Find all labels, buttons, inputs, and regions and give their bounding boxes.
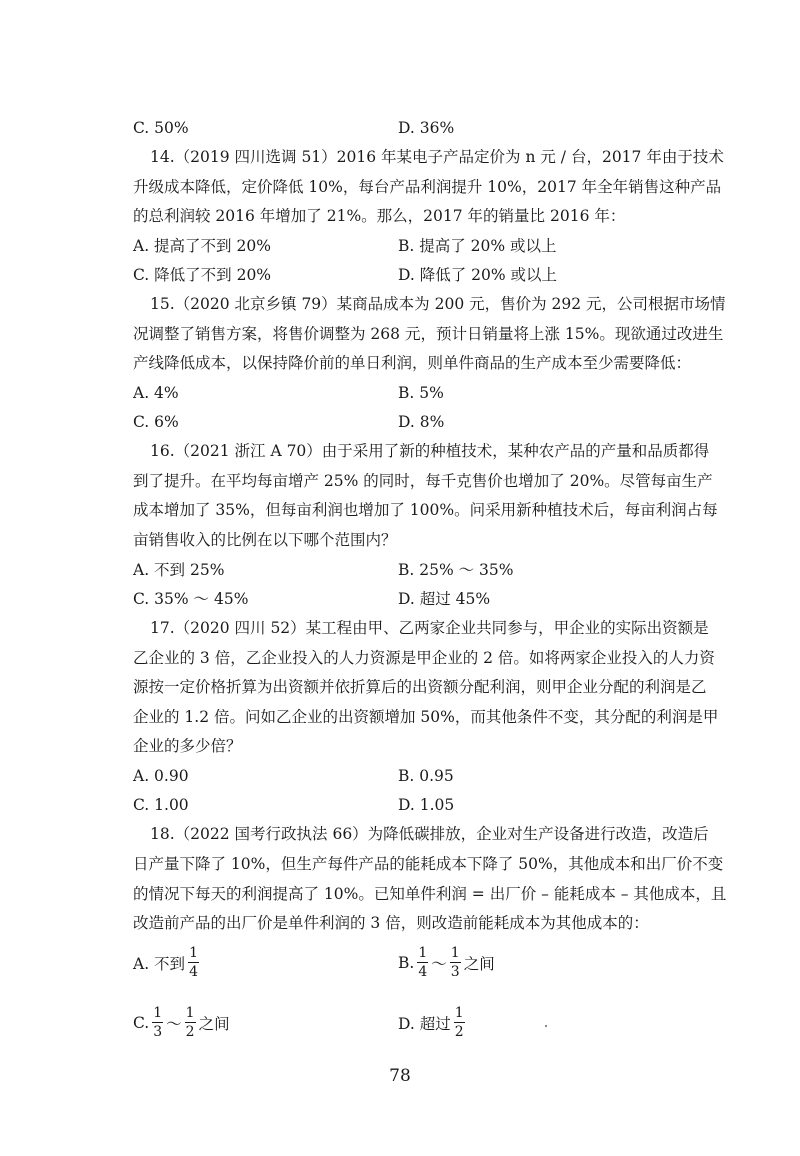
numerator: 1	[450, 945, 460, 961]
denominator: 3	[450, 964, 460, 980]
option-d: D. 超过 45%	[398, 590, 491, 608]
range-separator: ～	[166, 1015, 182, 1033]
prev-option-c: C. 50%	[133, 119, 189, 137]
scan-speck	[545, 1025, 547, 1027]
option-c: C. 1.00	[133, 796, 189, 814]
option-prefix: C.	[133, 1014, 150, 1032]
option-a: A. 4%	[133, 384, 179, 402]
fraction	[152, 1006, 163, 1040]
numerator: 1	[418, 945, 428, 961]
denominator: 2	[185, 1024, 195, 1040]
prev-option-d: D. 36%	[398, 119, 455, 137]
numerator: 1	[153, 1005, 163, 1021]
question-line: 14.（2019 四川选调 51）2016 年某电子产品定价为 n 元 / 台，2017 年由于技术	[150, 148, 724, 166]
numerator: 1	[189, 945, 198, 961]
option-b: B. 提高了 20% 或以上	[398, 237, 557, 255]
fraction	[454, 1006, 465, 1040]
option-d	[398, 1006, 468, 1040]
question-line: 到了提升。在平均每亩增产 25% 的同时，每千克售价也增加了 20%。尽管每亩生产	[133, 472, 713, 490]
option-b: B. 25% ～ 35%	[398, 561, 514, 579]
option-c: C. 降低了不到 20%	[133, 266, 272, 284]
option-c: C. 6%	[133, 413, 179, 431]
question-line: 乙企业的 3 倍，乙企业投入的人力资源是甲企业的 2 倍。如将两家企业投入的人力资	[133, 649, 715, 667]
question-line: 的总利润较 2016 年增加了 21%。那么，2017 年的销量比 2016 年：	[133, 207, 626, 225]
page-number: 78	[389, 1066, 411, 1086]
numerator: 1	[454, 1005, 464, 1021]
option-suffix: 之间	[198, 1015, 230, 1033]
question-line: 升级成本降低，定价降低 10%，每台产品利润提升 10%，2017 年全年销售这种产品	[133, 178, 722, 196]
option-a: A. 不到 25%	[133, 561, 225, 579]
denominator: 2	[454, 1024, 464, 1040]
option-b: B. 5%	[398, 384, 444, 402]
option-c	[133, 1006, 230, 1040]
question-line: 15.（2020 北京乡镇 79）某商品成本为 200 元，售价为 292 元，公司根据市场情	[150, 295, 726, 313]
question-line: 况调整了销售方案，将售价调整为 268 元，预计日销量将上涨 15%。现欲通过改进生	[133, 325, 724, 343]
question-line: 亩销售收入的比例在以下哪个范围内？	[133, 531, 397, 549]
option-a: A. 0.90	[133, 767, 189, 785]
question-line: 产线降低成本，以保持降价前的单日利润，则单件商品的生产成本至少需要降低：	[133, 354, 692, 372]
question-line: 企业的多少倍？	[133, 737, 242, 755]
question-line: 17.（2020 四川 52）某工程由甲、乙两家企业共同参与，甲企业的实际出资额是	[150, 619, 709, 637]
option-b	[398, 946, 495, 980]
option-d: D. 8%	[398, 413, 445, 431]
question-line: 日产量下降了 10%，但生产每件产品的能耗成本下降了 50%，其他成本和出厂价不变	[133, 855, 724, 873]
denominator: 4	[418, 964, 428, 980]
question-line: 的情况下每天的利润提高了 10%。已知单件利润 = 出厂价 – 能耗成本 – 其他成本，且	[133, 885, 727, 903]
option-prefix: A. 不到	[133, 955, 186, 973]
question-line: 源按一定价格折算为出资额并依折算后的出资额分配利润，则甲企业分配的利润是乙	[133, 678, 707, 696]
question-line: 16.（2021 浙江 A 70）由于采用了新的种植技术，某种农产品的产量和品质都得	[150, 442, 710, 460]
question-line: 成本增加了 35%，但每亩利润也增加了 100%。问采用新种植技术后，每亩利润占每	[133, 501, 718, 519]
question-line: 18.（2022 国考行政执法 66）为降低碳排放，企业对生产设备进行改造，改造后	[150, 825, 709, 843]
range-separator: ～	[431, 955, 447, 973]
option-d: D. 1.05	[398, 796, 455, 814]
option-prefix: B.	[398, 954, 415, 972]
fraction	[188, 946, 199, 980]
question-line: 企业的 1.2 倍。问如乙企业的出资额增加 50%，而其他条件不变，其分配的利润是甲	[133, 708, 719, 726]
fraction	[450, 946, 461, 980]
option-a: A. 提高了不到 20%	[133, 237, 271, 255]
fraction	[185, 1006, 196, 1040]
option-a	[133, 946, 202, 980]
numerator: 1	[185, 1005, 195, 1021]
option-c: C. 35% ～ 45%	[133, 590, 249, 608]
question-line: 改造前产品的出厂价是单件利润的 3 倍，则改造前能耗成本为其他成本的：	[133, 914, 649, 932]
option-b: B. 0.95	[398, 767, 454, 785]
fraction	[417, 946, 428, 980]
option-suffix: 之间	[463, 955, 495, 973]
option-prefix: D. 超过	[398, 1015, 451, 1033]
denominator: 4	[189, 964, 198, 980]
option-d: D. 降低了 20% 或以上	[398, 266, 558, 284]
denominator: 3	[153, 1024, 163, 1040]
